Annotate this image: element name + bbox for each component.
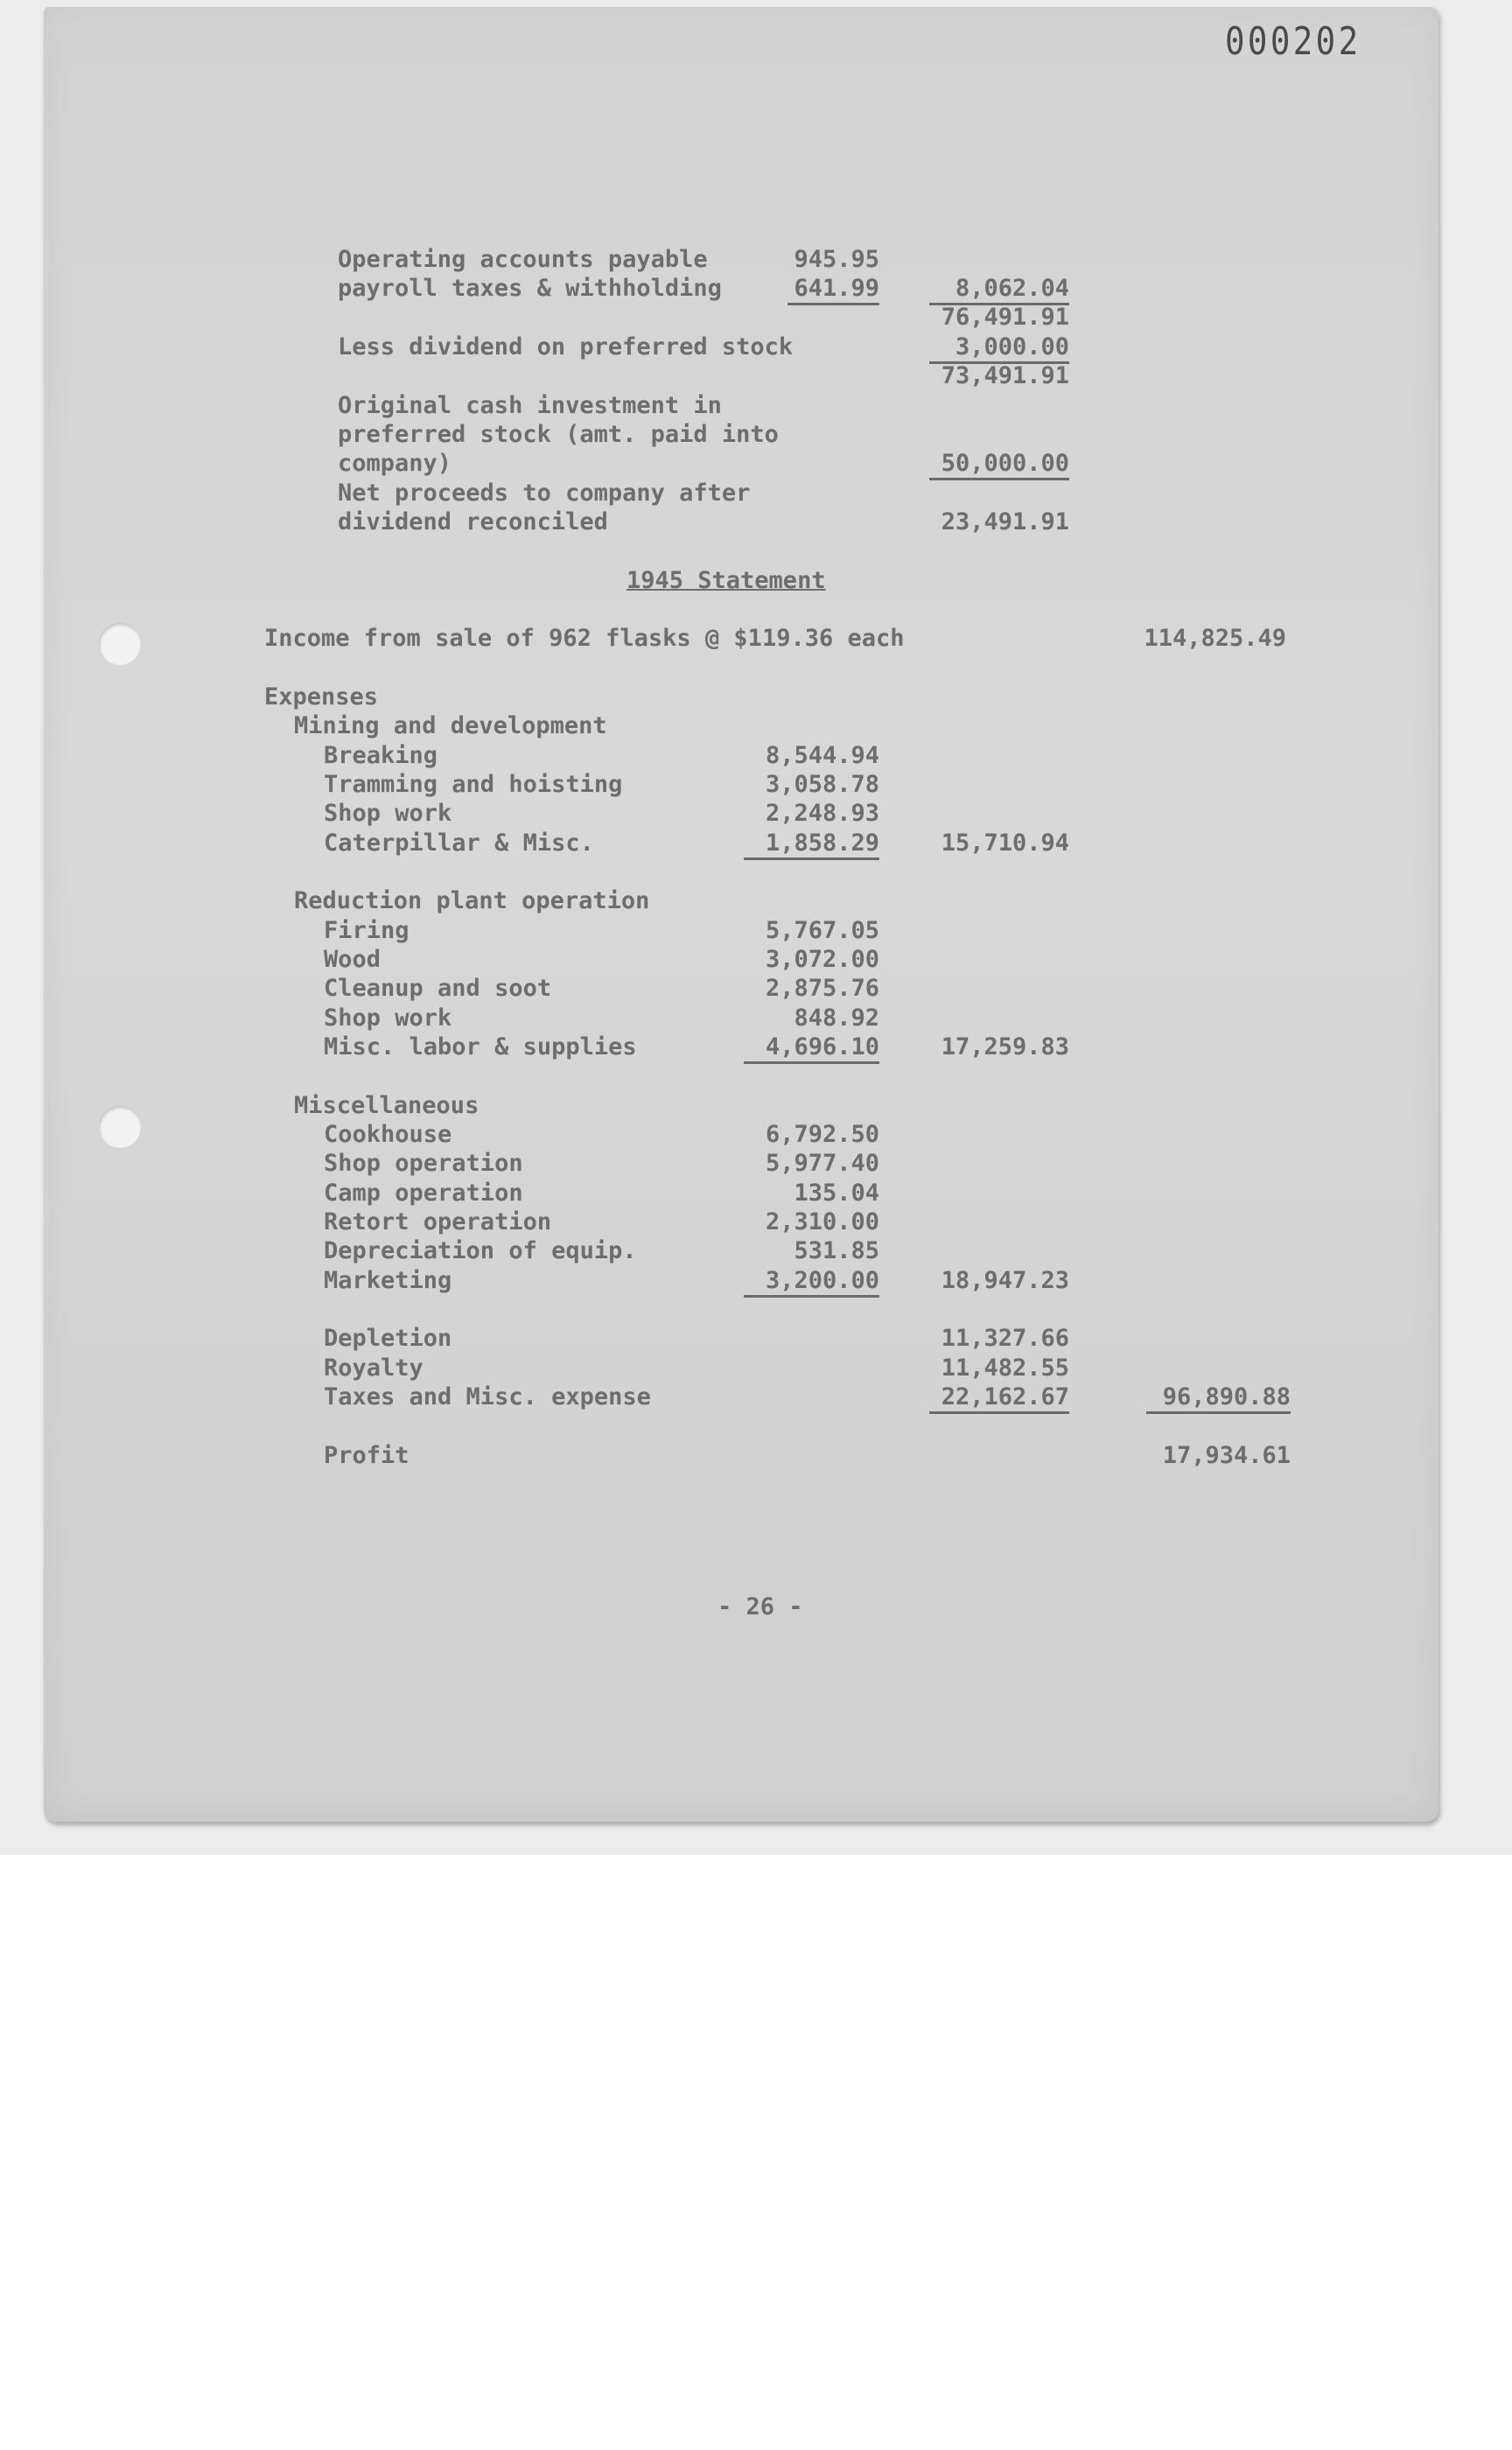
amount-less-dividend: 3,000.00 [929, 332, 1069, 364]
reduction-item-amount: 5,767.05 [765, 917, 879, 944]
reduction-item-amount: 2,875.76 [765, 975, 879, 1002]
reduction-item-label: Shop work [324, 1004, 452, 1032]
total-expenses: 96,890.88 [1146, 1382, 1291, 1414]
amount-original-investment: 50,000.00 [929, 449, 1069, 480]
misc-heading: Miscellaneous [294, 1092, 480, 1119]
label-net-proceeds-line1: Net proceeds to company after [338, 480, 751, 507]
mining-item-label: Breaking [324, 742, 438, 769]
amount-operating-accounts-payable: 945.95 [794, 246, 879, 273]
amount-net-proceeds: 23,491.91 [941, 508, 1069, 536]
punch-hole [99, 1106, 141, 1148]
label-income: Income from sale of 962 flasks @ $119.36 each [264, 625, 905, 652]
misc-item-amount: 2,310.00 [765, 1208, 879, 1236]
subtotal-after-payables: 76,491.91 [941, 304, 1069, 331]
mining-heading: Mining and development [294, 712, 607, 739]
label-net-proceeds-line2: dividend reconciled [338, 508, 608, 536]
label-original-investment-line3: company) [338, 450, 452, 477]
other-item-amount: 22,162.67 [929, 1382, 1069, 1414]
reduction-item-amount: 848.92 [794, 1004, 879, 1032]
expenses-heading: Expenses [264, 683, 379, 710]
amount-income: 114,825.49 [1144, 625, 1286, 652]
other-item-label: Depletion [324, 1325, 452, 1352]
reduction-item-label: Cleanup and soot [324, 975, 552, 1002]
page-number: - 26 - [718, 1593, 803, 1620]
reduction-item-label: Firing [324, 917, 410, 944]
misc-total: 18,947.23 [941, 1267, 1069, 1294]
document-page [44, 7, 1438, 1822]
reduction-item-amount: 3,072.00 [765, 946, 879, 973]
label-payroll-taxes: payroll taxes & withholding [338, 275, 722, 302]
misc-item-label: Shop operation [324, 1150, 523, 1177]
label-original-investment-line1: Original cash investment in [338, 392, 722, 419]
misc-item-label: Marketing [324, 1267, 452, 1294]
mining-item-amount: 3,058.78 [765, 771, 879, 798]
misc-item-amount: 135.04 [794, 1180, 879, 1207]
label-less-dividend: Less dividend on preferred stock [338, 333, 794, 360]
other-item-label: Taxes and Misc. expense [324, 1383, 651, 1410]
misc-item-label: Retort operation [324, 1208, 552, 1236]
mining-item-label: Shop work [324, 800, 452, 827]
other-item-amount: 11,482.55 [941, 1354, 1069, 1382]
document-stamp-number: 000202 [1225, 19, 1362, 64]
reduction-item-amount: 4,696.10 [744, 1032, 879, 1064]
label-original-investment-line2: preferred stock (amt. paid into [338, 421, 779, 448]
misc-item-amount: 6,792.50 [765, 1121, 879, 1148]
mining-item-amount: 8,544.94 [765, 742, 879, 769]
misc-item-amount: 5,977.40 [765, 1150, 879, 1177]
other-item-label: Royalty [324, 1354, 424, 1382]
misc-item-label: Depreciation of equip. [324, 1237, 637, 1264]
label-operating-accounts-payable: Operating accounts payable [338, 246, 708, 273]
misc-item-amount: 3,200.00 [744, 1266, 879, 1298]
misc-item-label: Cookhouse [324, 1121, 452, 1148]
profit-label: Profit [324, 1442, 410, 1469]
mining-item-label: Tramming and hoisting [324, 771, 623, 798]
mining-item-amount: 2,248.93 [765, 800, 879, 827]
other-item-amount: 11,327.66 [941, 1325, 1069, 1352]
subtotal-payables: 8,062.04 [929, 274, 1069, 305]
mining-total: 15,710.94 [941, 830, 1069, 857]
amount-payroll-taxes: 641.99 [788, 274, 879, 305]
reduction-total: 17,259.83 [941, 1033, 1069, 1060]
profit-amount: 17,934.61 [1162, 1442, 1291, 1469]
reduction-heading: Reduction plant operation [294, 887, 650, 914]
misc-item-amount: 531.85 [794, 1237, 879, 1264]
mining-item-label: Caterpillar & Misc. [324, 830, 594, 857]
reduction-item-label: Misc. labor & supplies [324, 1033, 637, 1060]
reduction-item-label: Wood [324, 946, 382, 973]
misc-item-label: Camp operation [324, 1180, 523, 1207]
punch-hole [99, 623, 141, 665]
mining-item-amount: 1,858.29 [744, 829, 879, 860]
statement-title: 1945 Statement [626, 567, 826, 594]
subtotal-after-dividend: 73,491.91 [941, 362, 1069, 389]
